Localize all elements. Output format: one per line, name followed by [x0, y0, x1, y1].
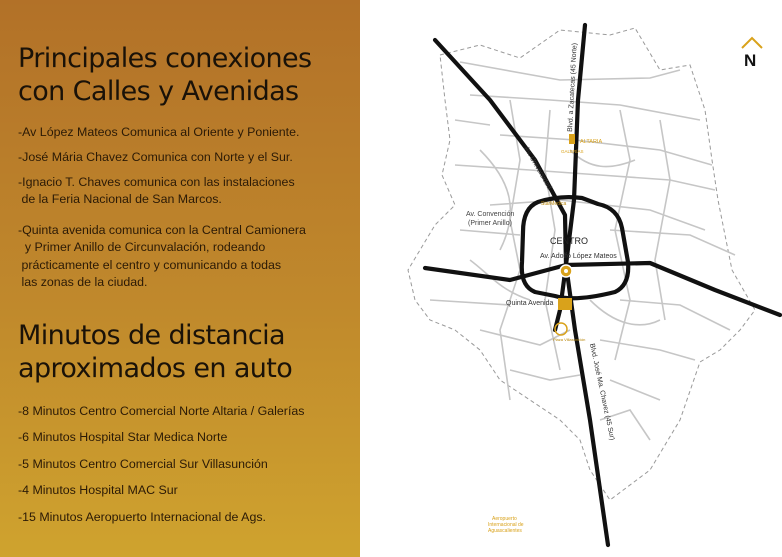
quinta-label: Quinta Avenida	[506, 300, 554, 307]
north-arrow-icon	[742, 38, 762, 48]
city-map	[360, 0, 782, 557]
altaria-marker-icon	[569, 134, 575, 144]
altaria-label: ALTARIA	[580, 139, 603, 145]
convencion-label-2: (Primer Anillo)	[468, 220, 512, 227]
minutes-item: -15 Minutos Aeropuerto Internacional de Ags.	[18, 510, 266, 524]
connection-item: -Av López Mateos Comunica al Oriente y Poniente.	[18, 125, 300, 139]
map-canvas	[360, 0, 782, 557]
heading-connections-line2: con Calles y Avenidas	[18, 76, 299, 107]
connection-item-cont: de la Feria Nacional de San Marcos.	[18, 192, 222, 206]
north-label: N	[744, 51, 757, 70]
convencion-label: Av. Convención	[466, 211, 515, 218]
lopez-mateos-label: Av. Adolfo López Mateos	[540, 253, 617, 260]
connection-item: -José Mária Chavez Comunica con Norte y el Sur.	[18, 150, 293, 164]
plaza-label: Plaza Villasunción	[553, 337, 586, 342]
minutes-item: -6 Minutos Hospital Star Medica Norte	[18, 430, 228, 444]
minutes-item: -8 Minutos Centro Comercial Norte Altaria / Galerías	[18, 404, 305, 418]
minutes-item: -5 Minutos Centro Comercial Sur Villasunción	[18, 457, 268, 471]
minutes-item: -4 Minutos Hospital MAC Sur	[18, 483, 178, 497]
aeropuerto-label-2: Internacional de	[488, 522, 524, 528]
aeropuerto-label-3: Aguascalientes	[488, 528, 522, 534]
aeropuerto-label: Aeropuerto	[492, 516, 517, 522]
universidad-label: Av. Universidad	[522, 145, 553, 191]
heading-connections-line1: Principales conexiones	[18, 43, 312, 74]
galerias-label: GALERÍAS	[561, 149, 584, 154]
connection-item: -Quinta avenida comunica con la Central Camionera	[18, 223, 306, 237]
road-lopez-mateos	[425, 263, 780, 315]
centro-label: CENTRO	[550, 236, 588, 246]
heading-minutes-line2: aproximados en auto	[18, 353, 293, 384]
zacatecas-label: Blvd. a Zacatecas (45 Norte)	[567, 42, 579, 133]
ring-primer-anillo	[522, 197, 628, 298]
star-medica-label: StarMedica	[541, 201, 567, 207]
connection-item: -Ignacio T. Chaves comunica con las instalaciones	[18, 175, 295, 189]
connection-item-cont: las zonas de la ciudad.	[18, 275, 148, 289]
connection-item-cont: y Primer Anillo de Circunvalación, rodeando	[18, 240, 266, 254]
location-pin-icon	[560, 265, 572, 277]
heading-minutes-line1: Minutos de distancia	[18, 320, 285, 351]
connection-item-cont: prácticamente el centro y comunicando a todas	[18, 258, 282, 272]
info-panel	[0, 0, 360, 557]
star-medica-marker-icon	[558, 298, 572, 310]
chavez-label: Blvd. José Ma. Chavez (45 Sur)	[588, 342, 616, 442]
